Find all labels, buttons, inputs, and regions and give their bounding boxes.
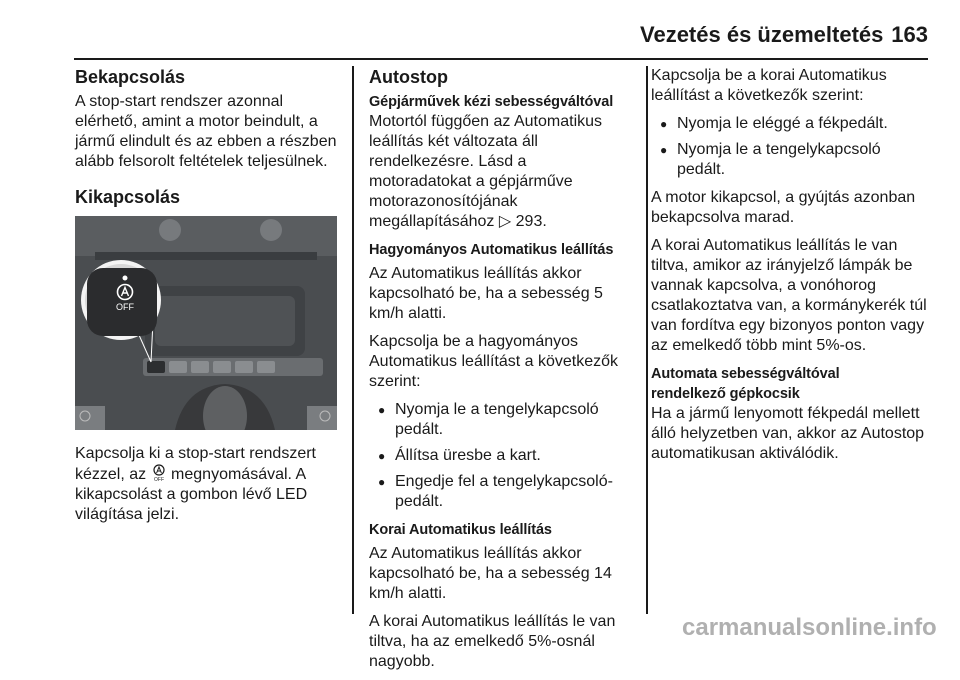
list-early — [651, 114, 931, 180]
subheading-automatic-2: rendelkező gépkocsik — [651, 386, 800, 402]
list-item: ● Engedje fel a tengelykapcsoló-pedált. — [369, 472, 631, 512]
page-reference: 293. — [515, 213, 547, 230]
paragraph — [75, 444, 341, 525]
page-number: 163 — [891, 22, 928, 47]
section-heading-off: Kikapcsolás — [75, 187, 181, 207]
paragraph: Ha a jármű lenyomott fékpedál mellett álló helyzetben van, akkor az Autostop automatikusan aktiválódik. — [651, 405, 925, 462]
paragraph: Kapcsolja be a korai Automatikus leállítást a következők szerint: — [651, 67, 887, 104]
section-heading-autostop: Autostop — [369, 67, 448, 87]
list-item: ● Nyomja le eléggé a fékpedált. — [651, 114, 931, 134]
section-heading-on: Bekapcsolás — [75, 67, 186, 87]
header-rule — [74, 58, 928, 60]
text-span: megnyomásával. A kikapcsolást a gombon lévő LED világítása jelzi. — [75, 466, 308, 523]
list-item: ● Nyomja le a tengelykapcsoló pedált. — [369, 400, 631, 440]
auto-stop-off-icon — [151, 464, 167, 482]
column-3 — [651, 66, 931, 472]
subheading-normal: Hagyományos Automatikus leállítás — [369, 242, 614, 258]
watermark: carmanualsonline.info — [682, 614, 937, 641]
paragraph: A korai Automatikus leállítás le van tiltva, amikor az irányjelző lámpák be vannak kapcsolva, a vonóhorog csatlakoztatva van, a kormánykerék túl van fordítva egy bizonyos ponton vagy az emelkedő több mint 5%-os. — [651, 237, 927, 354]
paragraph: Az Automatikus leállítás akkor kapcsolható be, ha a sebesség 14 km/h alatti. — [369, 545, 612, 602]
list-item: ● Nyomja le a tengelykapcsoló pedált. — [651, 140, 931, 180]
text-span: Motortól függően az Automatikus leállítás két változata áll rendelkezésre. Lásd a motoradatokat a gépjárműve motorazonosítójának megállapításához — [369, 113, 603, 230]
column-divider — [352, 66, 354, 614]
paragraph — [369, 112, 631, 232]
list-item: ● Állítsa üresbe a kart. — [369, 446, 631, 466]
page-reference-arrow-icon: ▷ — [498, 213, 512, 230]
list-normal — [369, 400, 631, 512]
paragraph: Kapcsolja be a hagyományos Automatikus leállítást a következők szerint: — [369, 333, 619, 390]
page-title: Vezetés és üzemeltetés — [640, 22, 884, 47]
paragraph: Az Automatikus leállítás akkor kapcsolható be, ha a sebesség 5 km/h alatti. — [369, 265, 603, 322]
paragraph: A korai Automatikus leállítás le van tiltva, ha az emelkedő 5%-osnál nagyobb. — [369, 613, 616, 670]
icon-off-label: OFF — [153, 477, 164, 482]
stop-start-button-figure — [75, 216, 337, 430]
text-span: Kapcsolja ki a stop-start rendszert kézzel, az — [75, 445, 316, 483]
figure-off-label: OFF — [116, 302, 134, 312]
paragraph: A stop-start rendszer azonnal elérhető, amint a motor beindult, a jármű elindult és az ebben a részben alább felsorolt feltételek teljesülnek. — [75, 93, 337, 170]
subheading-automatic-1: Automata sebességváltóval — [651, 366, 840, 382]
column-divider — [646, 66, 648, 614]
paragraph: A motor kikapcsol, a gyújtás azonban bekapcsolva marad. — [651, 189, 916, 226]
column-2 — [369, 66, 631, 680]
column-1 — [75, 66, 341, 533]
subheading-early: Korai Automatikus leállítás — [369, 522, 552, 538]
subheading-manual: Gépjárművek kézi sebességváltóval — [369, 94, 614, 110]
